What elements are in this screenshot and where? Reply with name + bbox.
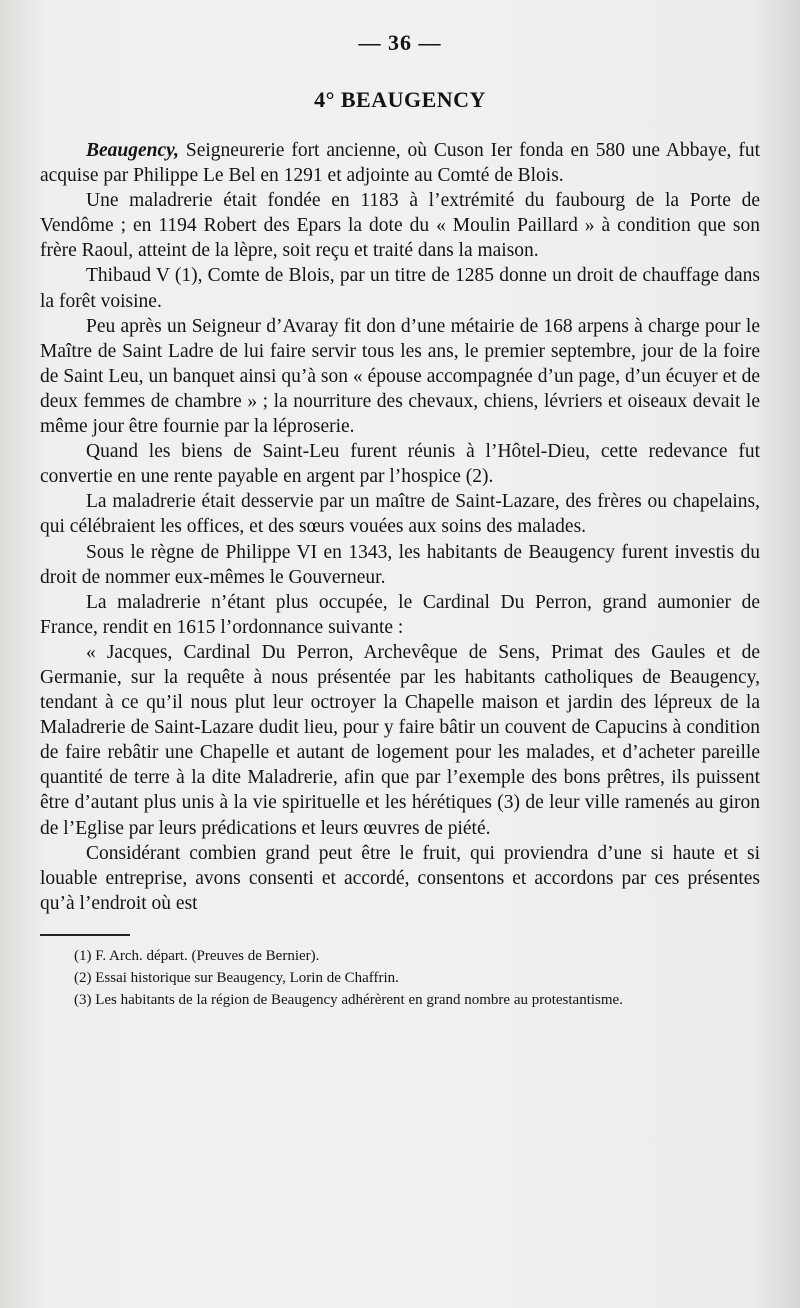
paragraph: Peu après un Seigneur d’Avaray fit don d’une métairie de 168 arpens à charge pour le Maître de Saint Ladre de lui faire servir tous les ans, le premier septembre, jour de la foire de Saint Leu, un banquet ainsi qu’à son « épouse accompagnée d’un page, d’un écuyer et de deux femmes de chambre » ; la nourriture des chevaux, chiens, lévriers et oiseaux devait le même jour être fournie par la léproserie. [40,315,760,438]
paragraph-text: Seigneurerie fort ancienne, où Cuson Ier fonda en 580 une Abbaye, fut acquise par Philippe Le Bel en 1291 et adjointe au Comté de Blois. [40,140,760,187]
page-title: 4° BEAUGENCY [314,87,486,112]
footnote: (3) Les habitants de la région de Beaugency adhérèrent en grand nombre au protestantisme. [74,991,623,1008]
paragraph [40,138,760,188]
paragraph: Quand les biens de Saint-Leu furent réunis à l’Hôtel-Dieu, cette redevance fut convertie en une rente payable en argent par l’hospice (2). [40,441,760,488]
main-text [40,138,760,916]
lead-word: Beaugency, [86,140,179,161]
paragraph: Considérant combien grand peut être le fruit, qui proviendra d’une si haute et si louable entreprise, avons consenti et accordé, consentons et accordons par ces présentes qu’à l’endroit où est [40,842,760,914]
footnote: (2) Essai historique sur Beaugency, Lorin de Chaffrin. [74,969,399,986]
footnotes [40,946,760,1010]
paragraph: « Jacques, Cardinal Du Perron, Archevêque de Sens, Primat des Gaules et de Germanie, sur la requête à nous présentée par les habitants catholiques de Beaugency, tendant à ce qu’il nous plut leur octroyer la Chapelle maison et jardin des lépreux de la Maladrerie de Saint-Lazare dudit lieu, pour y faire bâtir un couvent de Capucins à condition de faire rebâtir une Chapelle et autant de logement pour les malades, et d’acheter pareille quantité de terre à la dite Maladrerie, afin que par l’exemple des bons prêtres, ils puissent être d’autant plus unis à la vie spirituelle et les hérétiques (3) de leur ville ramenés au giron de l’Eglise par leurs prédications et leurs œuvres de piété. [40,641,760,839]
paragraph: La maladrerie était desservie par un maître de Saint-Lazare, des frères ou chapelains, qui célébraient les offices, et des sœurs vouées aux soins des malades. [40,491,760,538]
footnote: (1) F. Arch. départ. (Preuves de Bernier). [74,947,320,964]
paragraph: Sous le règne de Philippe VI en 1343, les habitants de Beaugency furent investis du droit de nommer eux-mêmes le Gouverneur. [40,541,760,588]
paragraph: Thibaud V (1), Comte de Blois, par un titre de 1285 donne un droit de chauffage dans la forêt voisine. [40,265,760,312]
paragraph: Une maladrerie était fondée en 1183 à l’extrémité du faubourg de la Porte de Vendôme ; en 1194 Robert des Epars la dote du « Moulin Paillard » à condition que son frère Raoul, atteint de la lèpre, soit reçu et traité dans la maison. [40,190,760,262]
footnote-divider [40,934,130,936]
paragraph: La maladrerie n’étant plus occupée, le Cardinal Du Perron, grand aumonier de France, rendit en 1615 l’ordonnance suivante : [40,591,760,638]
page-number: — 36 — [358,30,442,55]
